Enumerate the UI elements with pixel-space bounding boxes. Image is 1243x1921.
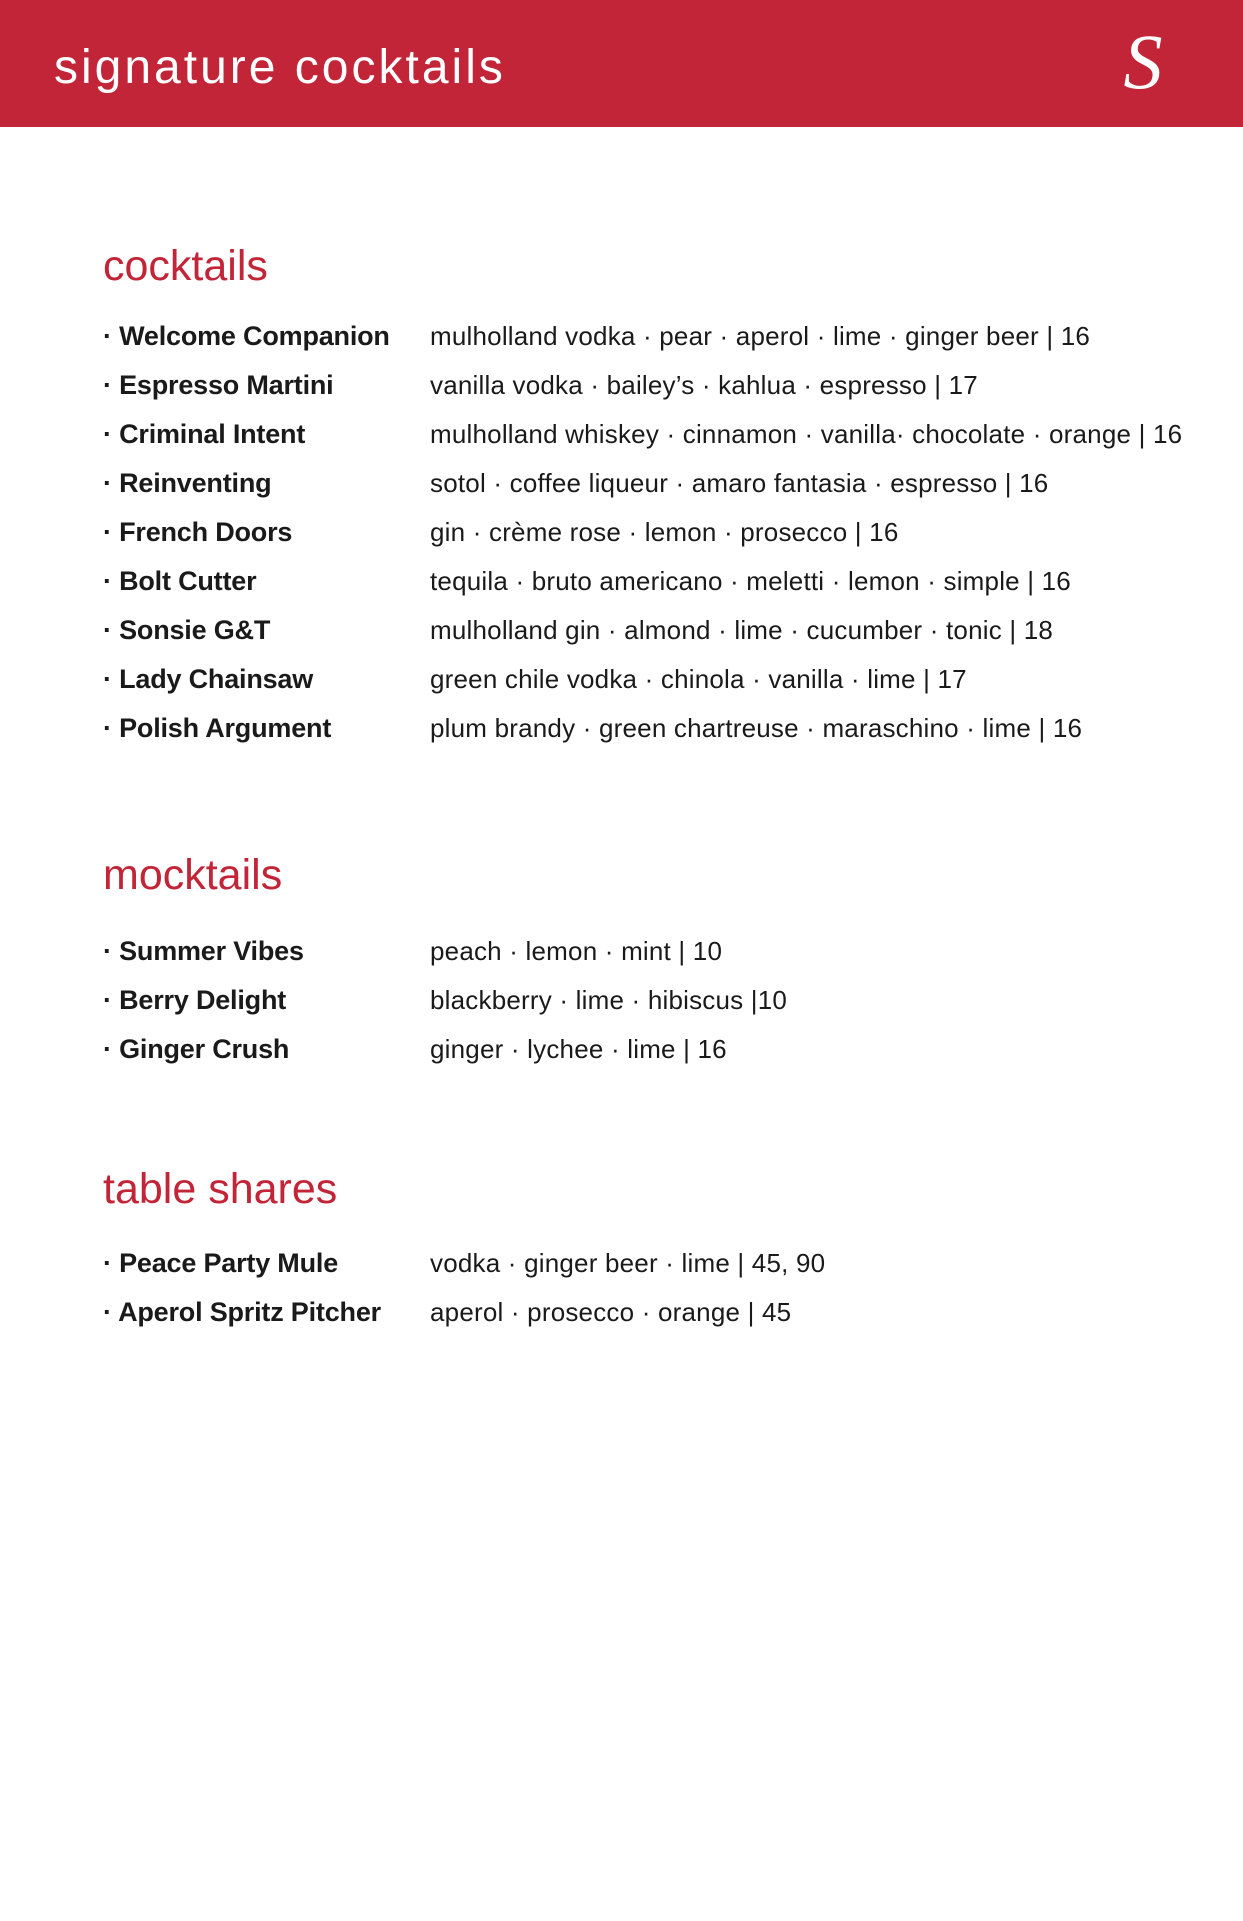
menu-item-name: · Peace Party Mule	[103, 1248, 339, 1278]
menu-item-name: · Sonsie G&T	[103, 615, 271, 645]
menu-item-name: · Aperol Spritz Pitcher	[103, 1297, 381, 1327]
menu-item-description: ginger · lychee · lime | 16	[430, 1034, 727, 1064]
page-title: signature cocktails	[54, 41, 506, 94]
menu-item-description: vodka · ginger beer · lime | 45, 90	[430, 1248, 826, 1278]
page-header	[0, 0, 1243, 127]
menu-item-description: mulholland gin · almond · lime · cucumber · tonic | 18	[430, 615, 1054, 645]
menu-item-description: green chile vodka · chinola · vanilla · lime | 17	[430, 664, 967, 694]
section-title-cocktails: cocktails	[103, 242, 268, 290]
menu-item	[103, 1294, 1203, 1330]
menu-item	[103, 416, 1203, 452]
menu-item	[103, 710, 1203, 746]
menu-item-name: · Welcome Companion	[103, 321, 390, 351]
menu-item	[103, 465, 1203, 501]
section-title-mocktails: mocktails	[103, 851, 283, 899]
menu-item-name: · Bolt Cutter	[103, 566, 257, 596]
menu-item-description: peach · lemon · mint | 10	[430, 936, 723, 966]
menu-item-name: · Criminal Intent	[103, 419, 306, 449]
menu-item-name: · Reinventing	[103, 468, 272, 498]
menu-item-description: aperol · prosecco · orange | 45	[430, 1297, 792, 1327]
menu-item-description: vanilla vodka · bailey’s · kahlua · espresso | 17	[430, 370, 978, 400]
menu-item	[103, 318, 1203, 354]
menu-item-name: · Berry Delight	[103, 985, 287, 1015]
sonsie-logo-icon	[1112, 22, 1174, 102]
menu-item	[103, 1031, 1203, 1067]
menu-item-name: · Lady Chainsaw	[103, 664, 314, 694]
menu-item	[103, 612, 1203, 648]
menu-item	[103, 933, 1203, 969]
menu-item-description: gin · crème rose · lemon · prosecco | 16	[430, 517, 899, 547]
menu-item-name: · French Doors	[103, 517, 293, 547]
menu-item-name: · Ginger Crush	[103, 1034, 290, 1064]
menu-item-description: mulholland whiskey · cinnamon · vanilla· chocolate · orange | 16	[430, 419, 1183, 449]
section-title-table-shares: table shares	[103, 1165, 338, 1213]
menu-item	[103, 982, 1203, 1018]
menu-item-description: sotol · coffee liqueur · amaro fantasia · espresso | 16	[430, 468, 1049, 498]
menu-item-name: · Espresso Martini	[103, 370, 334, 400]
menu-item-name: · Polish Argument	[103, 713, 332, 743]
menu-item	[103, 563, 1203, 599]
menu-item-description: mulholland vodka · pear · aperol · lime · ginger beer | 16	[430, 321, 1091, 351]
menu-item-description: blackberry · lime · hibiscus |10	[430, 985, 788, 1015]
menu-item-description: tequila · bruto americano · meletti · lemon · simple | 16	[430, 566, 1071, 596]
svg-text:S: S	[1123, 22, 1163, 102]
menu-item-description: plum brandy · green chartreuse · maraschino · lime | 16	[430, 713, 1083, 743]
menu-item	[103, 1245, 1203, 1281]
menu-item	[103, 661, 1203, 697]
menu-item-name: · Summer Vibes	[103, 936, 304, 966]
menu-item	[103, 367, 1203, 403]
menu-item	[103, 514, 1203, 550]
